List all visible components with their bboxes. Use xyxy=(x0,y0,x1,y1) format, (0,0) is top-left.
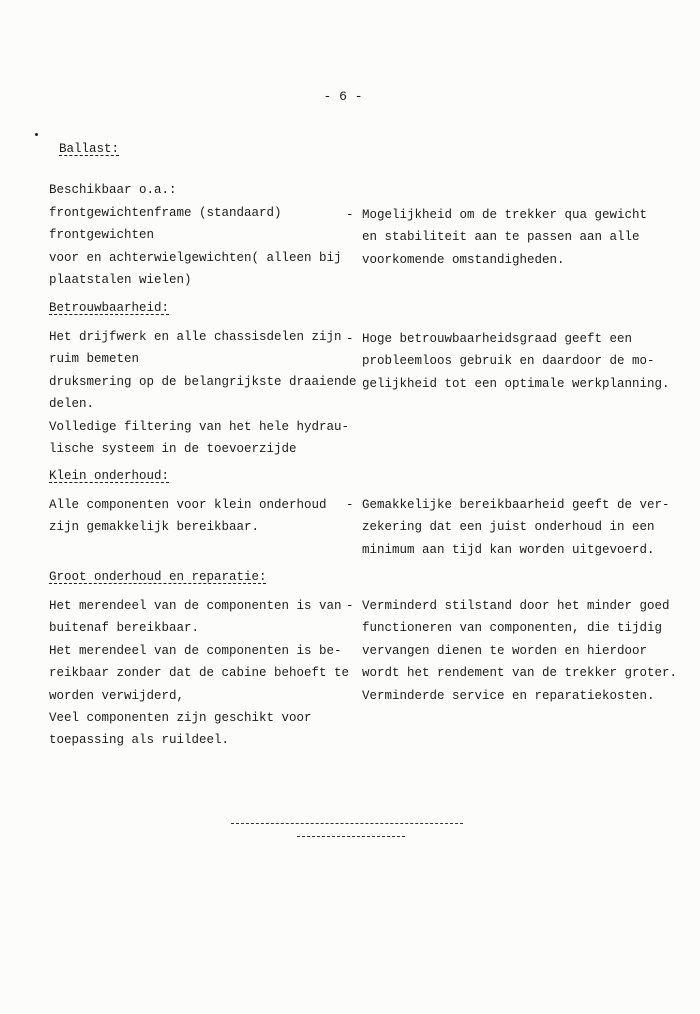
ballast-left-line: frontgewichten xyxy=(49,228,155,243)
stray-mark xyxy=(35,133,38,136)
betrouwbaarheid-right-line: gelijkheid tot een optimale werkplanning. xyxy=(362,376,670,391)
closing-rule-top xyxy=(231,823,463,824)
groot-onderhoud-left-line: worden verwijderd, xyxy=(49,688,185,703)
groot-onderhoud-left-line: Het merendeel van de componenten is van xyxy=(49,599,342,613)
betrouwbaarheid-right-line: probleemloos gebruik en daardoor de mo- xyxy=(362,354,655,369)
groot-onderhoud-right-line: Verminderd stilstand door het minder goed xyxy=(362,599,670,613)
ballast-left-line: voor en achterwielgewichten( alleen bij xyxy=(49,250,342,265)
groot-onderhoud-right-line: Verminderde service en reparatiekosten. xyxy=(362,688,655,703)
klein-onderhoud-right-line: zekering dat een juist onderhoud in een xyxy=(362,520,655,535)
groot-onderhoud-right-line: wordt het rendement van de trekker groter. xyxy=(362,666,678,681)
betrouwbaarheid-right-line: Hoge betrouwbaarheidsgraad geeft een xyxy=(362,332,633,346)
groot-onderhoud-left-line: Het merendeel van de componenten is be- xyxy=(49,643,342,658)
page-number: - 6 - xyxy=(323,89,363,104)
ballast-right-line: Mogelijkheid om de trekker qua gewicht xyxy=(362,208,648,222)
heading-groot-onderhoud: Groot onderhoud en reparatie: xyxy=(49,570,267,584)
heading-ballast: Ballast: xyxy=(59,142,120,156)
groot-onderhoud-left-column xyxy=(49,595,349,752)
groot-onderhoud-left-line: buitenaf bereikbaar. xyxy=(49,621,200,636)
betrouwbaarheid-left-line: ruim bemeten xyxy=(49,352,140,367)
ballast-bullet: - xyxy=(346,208,354,222)
klein-onderhoud-left-line: zijn gemakkelijk bereikbaar. xyxy=(49,520,260,535)
klein-onderhoud-right-line: minimum aan tijd kan worden uitgevoerd. xyxy=(362,542,655,557)
klein-onderhoud-right-line: Gemakkelijke bereikbaarheid geeft de ver- xyxy=(362,498,670,512)
betrouwbaarheid-left-column xyxy=(49,326,357,460)
betrouwbaarheid-right-column xyxy=(362,328,687,395)
groot-onderhoud-bullet: - xyxy=(346,599,354,613)
ballast-right-line: en stabiliteit aan te passen aan alle xyxy=(362,230,640,245)
ballast-right-line: voorkomende omstandigheden. xyxy=(362,252,565,267)
ballast-left-line: frontgewichtenframe (standaard) xyxy=(49,206,282,220)
groot-onderhoud-left-line: reikbaar zonder dat de cabine behoeft te xyxy=(49,666,350,681)
betrouwbaarheid-left-line: lische systeem in de toevoerzijde xyxy=(49,441,297,456)
betrouwbaarheid-left-line: delen. xyxy=(49,397,95,412)
ballast-left-line: plaatstalen wielen) xyxy=(49,273,192,288)
klein-onderhoud-right-column xyxy=(362,494,687,561)
klein-onderhoud-left-column xyxy=(49,494,349,539)
groot-onderhoud-right-line: functioneren van componenten, die tijdig xyxy=(362,621,663,636)
ballast-intro xyxy=(49,179,349,201)
heading-betrouwbaarheid: Betrouwbaarheid: xyxy=(49,301,170,315)
groot-onderhoud-right-line: vervangen dienen te worden en hierdoor xyxy=(362,643,648,658)
betrouwbaarheid-left-line: druksmering op de belangrijkste draaiende xyxy=(49,374,357,389)
klein-onderhoud-bullet: - xyxy=(346,498,354,512)
betrouwbaarheid-left-line: Volledige filtering van het hele hydrau- xyxy=(49,419,350,434)
groot-onderhoud-right-column xyxy=(362,595,687,707)
groot-onderhoud-left-line: toepassing als ruildeel. xyxy=(49,733,230,748)
betrouwbaarheid-left-line: Het drijfwerk en alle chassisdelen zijn xyxy=(49,330,342,344)
ballast-left-column xyxy=(49,202,349,292)
groot-onderhoud-left-line: Veel componenten zijn geschikt voor xyxy=(49,710,312,725)
ballast-intro-text: Beschikbaar o.a.: xyxy=(49,183,177,197)
betrouwbaarheid-bullet: - xyxy=(346,332,354,346)
klein-onderhoud-left-line: Alle componenten voor klein onderhoud xyxy=(49,498,327,512)
closing-rule-bottom xyxy=(297,836,405,837)
ballast-right-column xyxy=(362,204,687,271)
heading-klein-onderhoud: Klein onderhoud: xyxy=(49,469,170,483)
